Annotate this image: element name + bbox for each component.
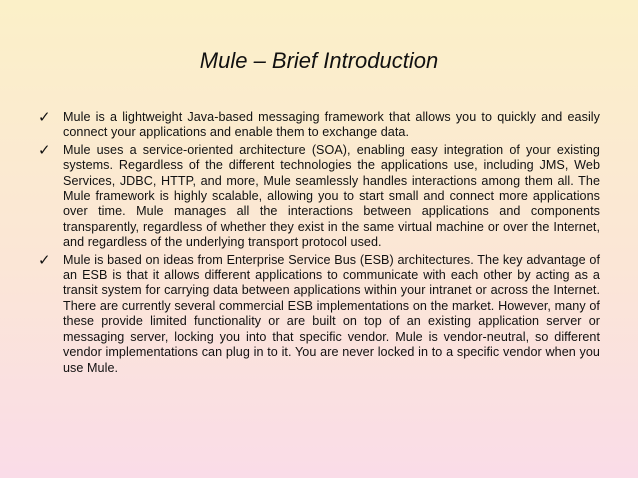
- check-icon: ✓: [38, 109, 51, 126]
- bullet-list: [38, 110, 600, 378]
- bullet-text: Mule is a lightweight Java-based messaging framework that allows you to quickly and easily connect your applications and enable them to exchange data.: [63, 110, 600, 140]
- bullet-text: Mule is based on ideas from Enterprise Service Bus (ESB) architectures. The key advantage of an ESB is that it allows different applications to communicate with each other by acting as a transit system for carrying data between applications within your intranet or across the Internet. There are currently several commercial ESB implementations on the market. However, many of these provide limited functionality or are built on top of an existing application server or messaging server, locking you into that specific vendor. Mule is vendor-neutral, so different vendor implementations can plug in to it. You are never locked in to a specific vendor when you use Mule.: [63, 252, 600, 375]
- bullet-item: [38, 143, 600, 251]
- bullet-item: [38, 110, 600, 141]
- slide-title: Mule – Brief Introduction: [199, 48, 439, 73]
- check-icon: ✓: [38, 141, 51, 159]
- bullet-text: Mule uses a service-oriented architecture (SOA), enabling easy integration of your existing systems. Regardless of the different technologies the applications use, including JMS, Web Services, JDBC, HTTP, and more, Mule seamlessly handles interactions among them all. The Mule framework is highly scalable, allowing you to start small and connect more applications over time. Mule manages all the interactions between applications and components transparently, regardless of whether they exist in the same virtual machine or over the Internet, and regardless of the underlying transport protocol used.: [63, 142, 600, 250]
- check-icon: ✓: [38, 251, 51, 269]
- bullet-item: [38, 253, 600, 376]
